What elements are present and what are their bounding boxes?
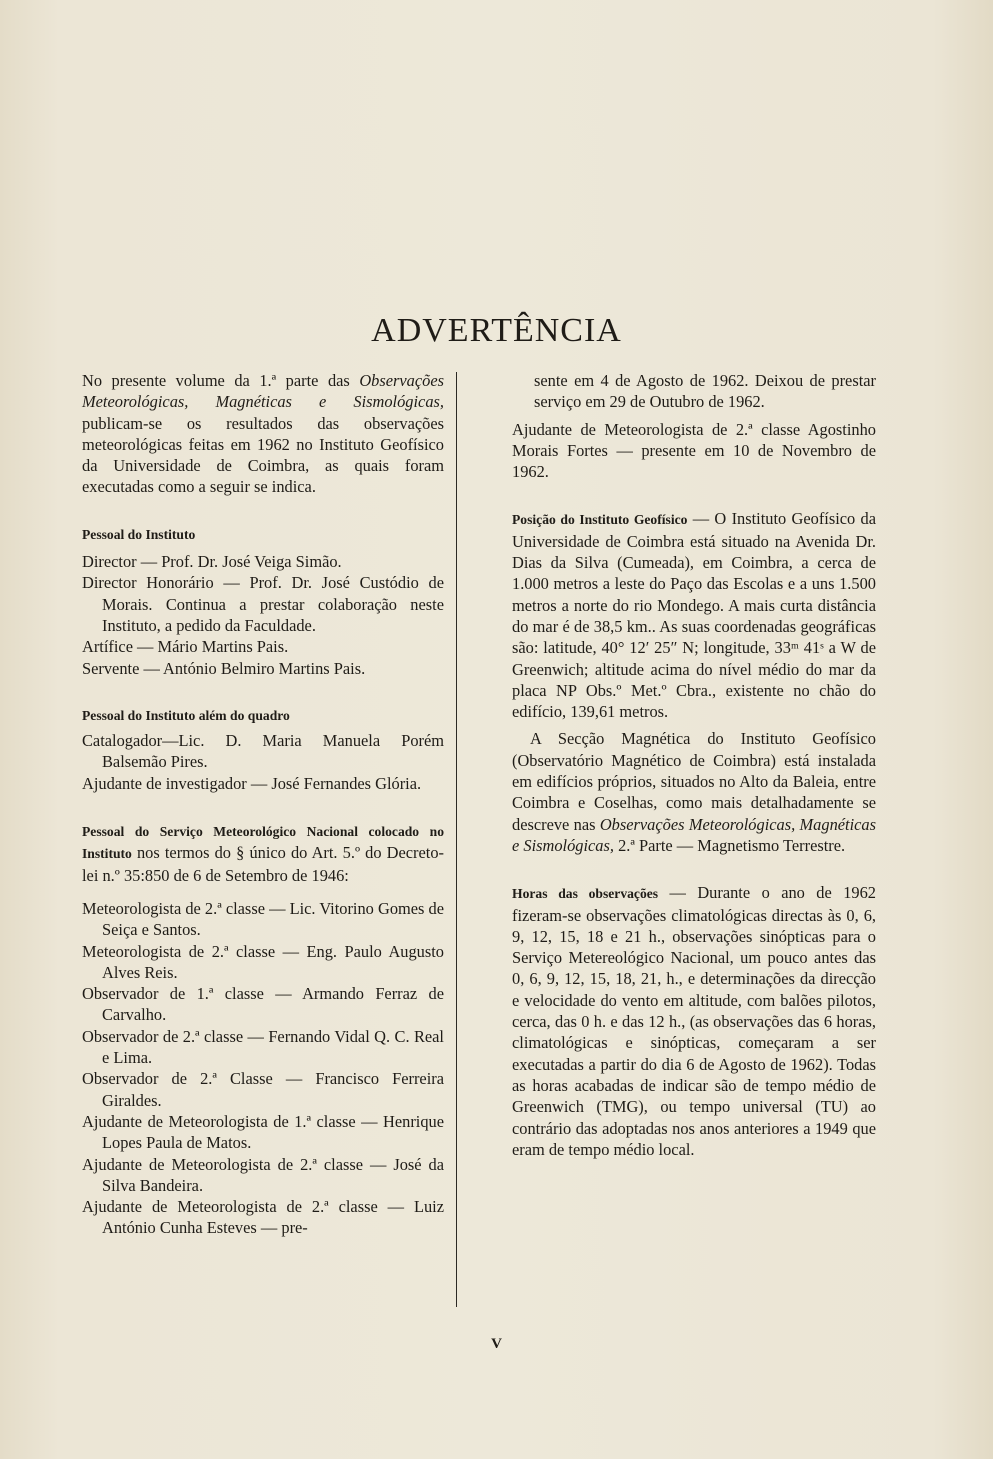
right-column: [512, 370, 876, 1160]
staff-entry: Ajudante de Meteorologista de 2.ª classe — José da Silva Bandeira.: [82, 1154, 444, 1195]
staff-entry: Ajudante de Meteorologista de 2.ª classe — Luiz António Cunha Esteves — pre-: [82, 1197, 444, 1238]
seccao-publication-title: Observações Meteorológicas, Magnéticas e Sismológicas,: [512, 814, 876, 855]
intro-text-c: publicam-se os resultados das observações meteorológicas feitas em 1962 no Instituto Geofísico da Universidade de Coimbra, as quais foram executadas como a seguir se indica.: [82, 413, 444, 497]
staff-entry: Artífice — Mário Martins Pais.: [82, 637, 289, 657]
heading-alem-quadro: Pessoal do Instituto além do quadro: [82, 707, 290, 723]
column-divider: [456, 372, 457, 1307]
staff-entry: Director — Prof. Dr. José Veiga Simão.: [82, 552, 342, 572]
posicao-text: — O Instituto Geofísico da Universidade de Coimbra está situado na Avenida Dr. Dias da Silva (Cumeada), em Coimbra, a cerca de 1.000 metros a leste do Paço das Escolas e a uns 1.500 metros a norte do rio Mondego. A mais curta distância do mar é de 38,5 km.. As suas coordenadas geográficas são: latitude, 40° 12′ 25″ N; longitude, 33ᵐ 41ˢ a W de Greenwich; altitude acima do nível médio do mar da placa NP Obs.º Met.º Cbra., existente no chão do edifício, 139,61 metros.: [512, 509, 877, 722]
staff-entry: Observador de 1.ª classe — Armando Ferraz de Carvalho.: [82, 984, 444, 1025]
staff-entry: Meteorologista de 2.ª classe — Eng. Paulo Augusto Alves Reis.: [82, 941, 444, 982]
posicao-paragraph: [512, 508, 876, 722]
staff-entry: Catalogador—Lic. D. Maria Manuela Porém Balsemão Pires.: [82, 731, 444, 772]
ajudante-paragraph: Ajudante de Meteorologista de 2.ª classe Agostinho Morais Fortes — presente em 10 de Novembro de 1962.: [512, 419, 876, 482]
horas-paragraph: [512, 882, 876, 1160]
continuation-paragraph: sente em 4 de Agosto de 1962. Deixou de prestar serviço em 29 de Outubro de 1962.: [534, 371, 876, 412]
horas-text: — Durante o ano de 1962 fizeram-se observações climatológicas directas às 0, 6, 9, 12, 15, 18 e 21 h., observações sinópticas para o Serviço Metereológico Nacional, um pouco antes das 0, 6, 9, 12, 15, 18, 21, h., e determinações da direcção e velocidade do vento em altitude, com balões pilotos, cerca, das 0 h. e das 12 h., (as observações das 6 horas, climatológicas e sinópticas, começaram a ser executadas a partir do dia 6 de Agosto de 1962). Todas as horas acabadas de indicar são de tempo médio de Greenwich (TMG), ou tempo universal (TU) ao contrário das adoptadas nos anos anteriores a 1949 que eram de tempo médio local.: [512, 883, 876, 1159]
heading-posicao: Posição do Instituto Geofísico: [512, 512, 688, 528]
staff-entry: Director Honorário — Prof. Dr. José Custódio de Morais. Continua a prestar colaboração neste Instituto, a pedido da Faculdade.: [82, 573, 444, 635]
staff-entry: Servente — António Belmiro Martins Pais.: [82, 658, 366, 678]
seccao-text-a: A Secção Magnética do Instituto Geofísico (Observatório Magnético de Coimbra) está instalada em edifícios próprios, situados no Alto da Baleia, entre Coimbra e Coselhas, como mais detalhadamente se descreve nas: [512, 729, 876, 834]
staff-entry: Ajudante de investigador — José Fernandes Glória.: [82, 773, 422, 793]
servico-paragraph: [82, 820, 444, 886]
intro-text-a: No presente volume da 1.ª parte das: [82, 371, 360, 390]
page-number: V: [491, 1336, 502, 1352]
seccao-paragraph: [512, 728, 876, 856]
staff-entry: Observador de 2.ª Classe — Francisco Ferreira Giraldes.: [82, 1069, 444, 1110]
heading-servico: Pessoal do Serviço Meteorológico Nacional colocado no Instituto: [82, 824, 444, 862]
intro-paragraph: [82, 370, 444, 498]
servico-text: nos termos do § único do Art. 5.º do Decreto-lei n.º 35:850 de 6 de Setembro de 1946:: [82, 843, 444, 885]
left-column: [82, 370, 444, 1239]
seccao-text-c: 2.ª Parte — Magnetismo Terrestre.: [613, 835, 846, 855]
staff-entry: Ajudante de Meteorologista de 1.ª classe — Henrique Lopes Paula de Matos.: [82, 1111, 444, 1153]
staff-entry: Meteorologista de 2.ª classe — Lic. Vitorino Gomes de Seiça e Santos.: [82, 898, 444, 940]
heading-horas: Horas das observações: [512, 886, 659, 902]
staff-entry: Observador de 2.ª classe — Fernando Vidal Q. C. Real e Lima.: [82, 1026, 444, 1068]
intro-publication-title: Observações Meteorológicas, Magnéticas e Sismológicas,: [82, 371, 444, 412]
page-title: ADVERTÊNCIA: [371, 312, 622, 349]
heading-pessoal: Pessoal do Instituto: [82, 526, 196, 542]
